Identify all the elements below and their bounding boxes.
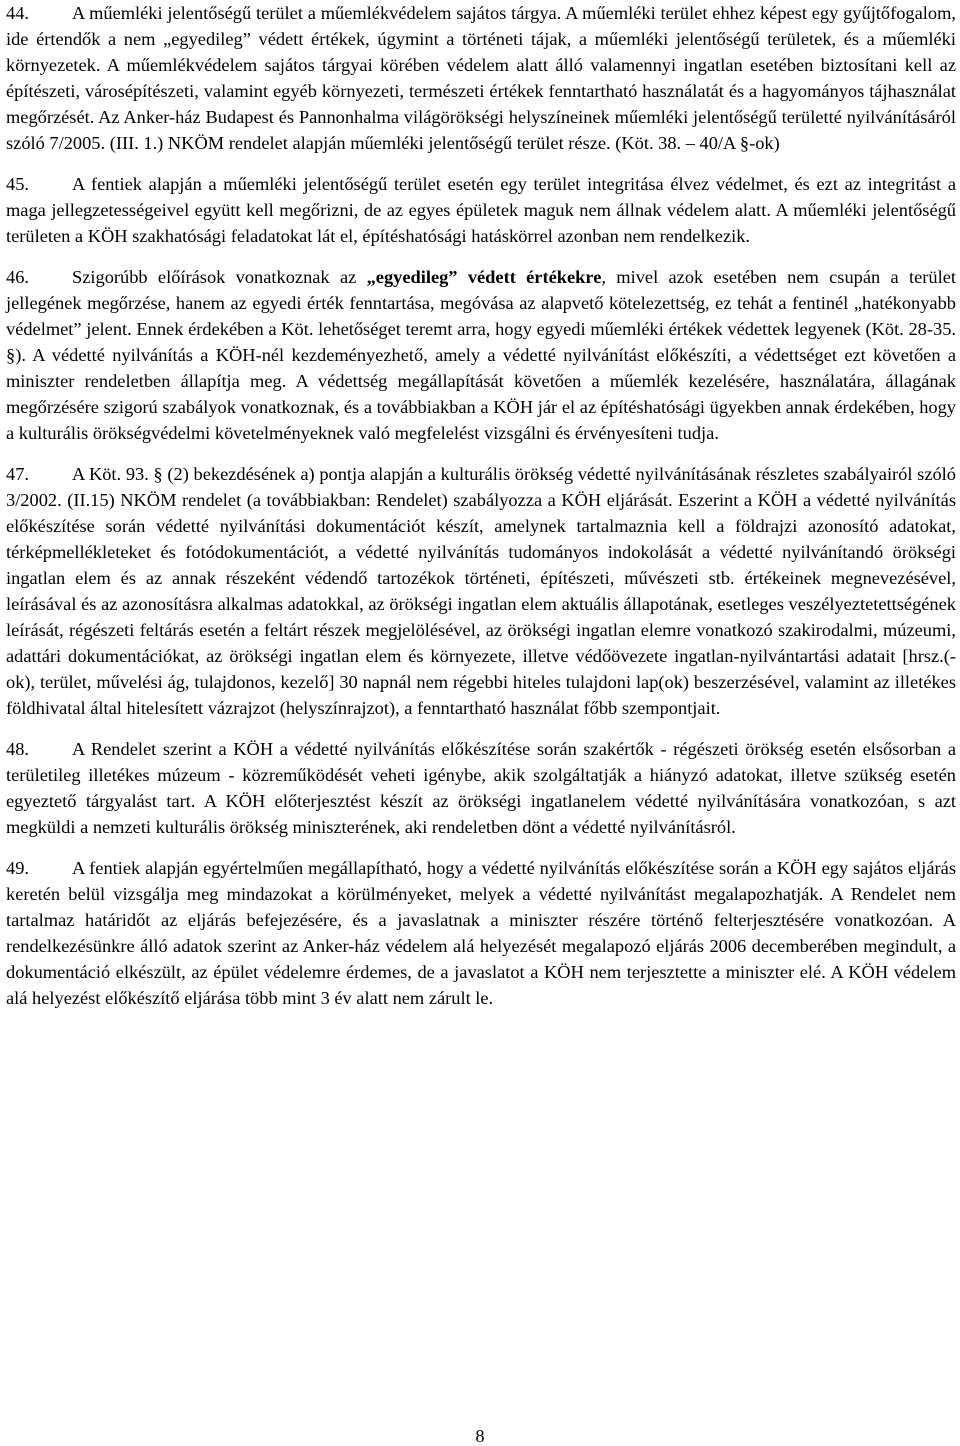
paragraph-46	[6, 264, 956, 446]
paragraph-44	[6, 0, 956, 156]
paragraph-47	[6, 461, 956, 721]
document-page	[6, 0, 956, 1026]
paragraph-number: 48.	[6, 739, 29, 759]
paragraph-number: 46.	[6, 267, 29, 287]
paragraph-number: 45.	[6, 174, 29, 194]
paragraph-text: A műemléki jelentőségű terület a műemlékvédelem sajátos tárgya. A műemléki terület ehhez képest egy gyűjtőfogalom, ide értendők a nem „egyedileg” védett értékek, úgymint a történeti tájak, a műemléki jelentőségű területek, és a műemléki környezetek. A műemlékvédelem sajátos tárgyai körében védelem alatt álló valamennyi ingatlan esetében biztosítani kell az építészeti, városépítészeti, valamint egyéb környezeti, természeti értékek fenntartható használatát és a hagyományos tájhasználat megőrzését. Az Anker-ház Budapest és Pannonhalma világörökségi helyszíneinek műemléki jelentőségű területté nyilvánításáról szóló 7/2005. (III. 1.) NKÖM rendelet alapján műemléki jelentőségű terület része. (Köt. 38. – 40/A §-ok)	[6, 3, 956, 153]
paragraph-48	[6, 736, 956, 840]
paragraph-text-before: Szigorúbb előírások vonatkoznak az	[72, 267, 367, 287]
paragraph-text-after: , mivel azok esetében nem csupán a terület jellegének megőrzése, hanem az egyedi érték fenntartása, megóvása az alapvető kötelezettség, ez tehát a fentinél „hatékonyabb védelmet” jelent. Ennek érdekében a Köt. lehetőséget teremt arra, hogy egyedi műemléki értékek védettek legyenek (Köt. 28-35. §). A védetté nyilvánítás a KÖH-nél kezdeményezhető, amely a védetté nyilvánítást előkészíti, a védettséget ezt követően a miniszter rendeletben állapítja meg. A védettség megállapítását követően a műemlék kezelésére, használatára, állagának megőrzésére szigorú szabályok vonatkoznak, és a továbbiakban a KÖH jár el az építéshatósági ügyekben annak érdekében, hogy a kulturális örökségvédelmi követelményeknek való megfelelést vizsgálni és érvényesíteni tudja.	[6, 267, 956, 443]
paragraph-49	[6, 855, 956, 1011]
page-number: 8	[475, 1426, 485, 1446]
paragraph-text: A Köt. 93. § (2) bekezdésének a) pontja alapján a kulturális örökség védetté nyilvánításának részletes szabályairól szóló 3/2002. (II.15) NKÖM rendelet (a továbbiakban: Rendelet) szabályozza a KÖH eljárását. Eszerint a KÖH a védetté nyilvánítás előkészítése során védetté nyilvánítási dokumentációt készít, amelynek tartalmaznia kell a földrajzi azonosító adatokat, térképmellékleteket és fotódokumentációt, a védetté nyilvánítás tudományos indokolását a védetté nyilvánítandó örökségi ingatlan elem és az annak részeként védendő tartozékok történeti, építészeti, művészeti stb. értékeinek megnevezésével, leírásával és az azonosításra alkalmas adatokkal, az örökségi ingatlan elem aktuális állapotának, esetleges veszélyeztetettségének leírását, régészeti feltárás esetén a feltárt részek megjelölésével, az örökségi ingatlan elemre vonatkozó szakirodalmi, múzeumi, adattári dokumentációkat, az örökségi ingatlan elem és környezete, illetve védőövezete ingatlan-nyilvántartási adatait [hrsz.(-ok), terület, művelési ág, tulajdonos, kezelő] 30 napnál nem régebbi hiteles tulajdoni lap(ok) beszerzésével, valamint az illetékes földhivatal által hitelesített vázrajzot (helyszínrajzot), a fenntartható használat főbb szempontjait.	[6, 464, 956, 718]
paragraph-number: 47.	[6, 464, 29, 484]
paragraph-text: A Rendelet szerint a KÖH a védetté nyilvánítás előkészítése során szakértők - régészeti örökség esetén elsősorban a területileg illetékes múzeum - közreműködését veheti igénybe, akik szolgáltatják a hiányzó adatokat, illetve szükség esetén egyeztető tárgyalást tart. A KÖH előterjesztést készít az örökségi ingatlanelem védetté nyilvánítására vonatkozóan, s azt megküldi a nemzeti kulturális örökség miniszterének, aki rendeletben dönt a védetté nyilvánításról.	[6, 739, 956, 837]
paragraph-text: A fentiek alapján egyértelműen megállapítható, hogy a védetté nyilvánítás előkészítése során a KÖH egy sajátos eljárás keretén belül vizsgálja meg mindazokat a körülményeket, melyek a védetté nyilvánítást megalapozhatják. A Rendelet nem tartalmaz határidőt az eljárás befejezésére, és a javaslatnak a miniszter részére történő felterjesztésére vonatkozóan. A rendelkezésünkre álló adatok szerint az Anker-ház védelem alá helyezését megalapozó eljárás 2006 decemberében megindult, a dokumentáció elkészült, az épület védelemre érdemes, de a javaslatot a KÖH nem terjesztette a miniszter elé. A KÖH védelem alá helyezést előkészítő eljárása több mint 3 év alatt nem zárult le.	[6, 858, 956, 1008]
paragraph-text: A fentiek alapján a műemléki jelentőségű terület esetén egy terület integritása élvez védelmet, és ezt az integritást a maga jellegzetességeivel együtt kell megőrizni, de az egyes épületek maguk nem állnak védelem alatt. A műemléki jelentőségű területen a KÖH szakhatósági feladatokat lát el, építéshatósági hatáskörrel azonban nem rendelkezik.	[6, 174, 956, 246]
paragraph-45	[6, 171, 956, 249]
paragraph-number: 49.	[6, 858, 29, 878]
paragraph-number: 44.	[6, 3, 29, 23]
emphasized-text: „egyedileg” védett értékekre	[366, 267, 602, 287]
